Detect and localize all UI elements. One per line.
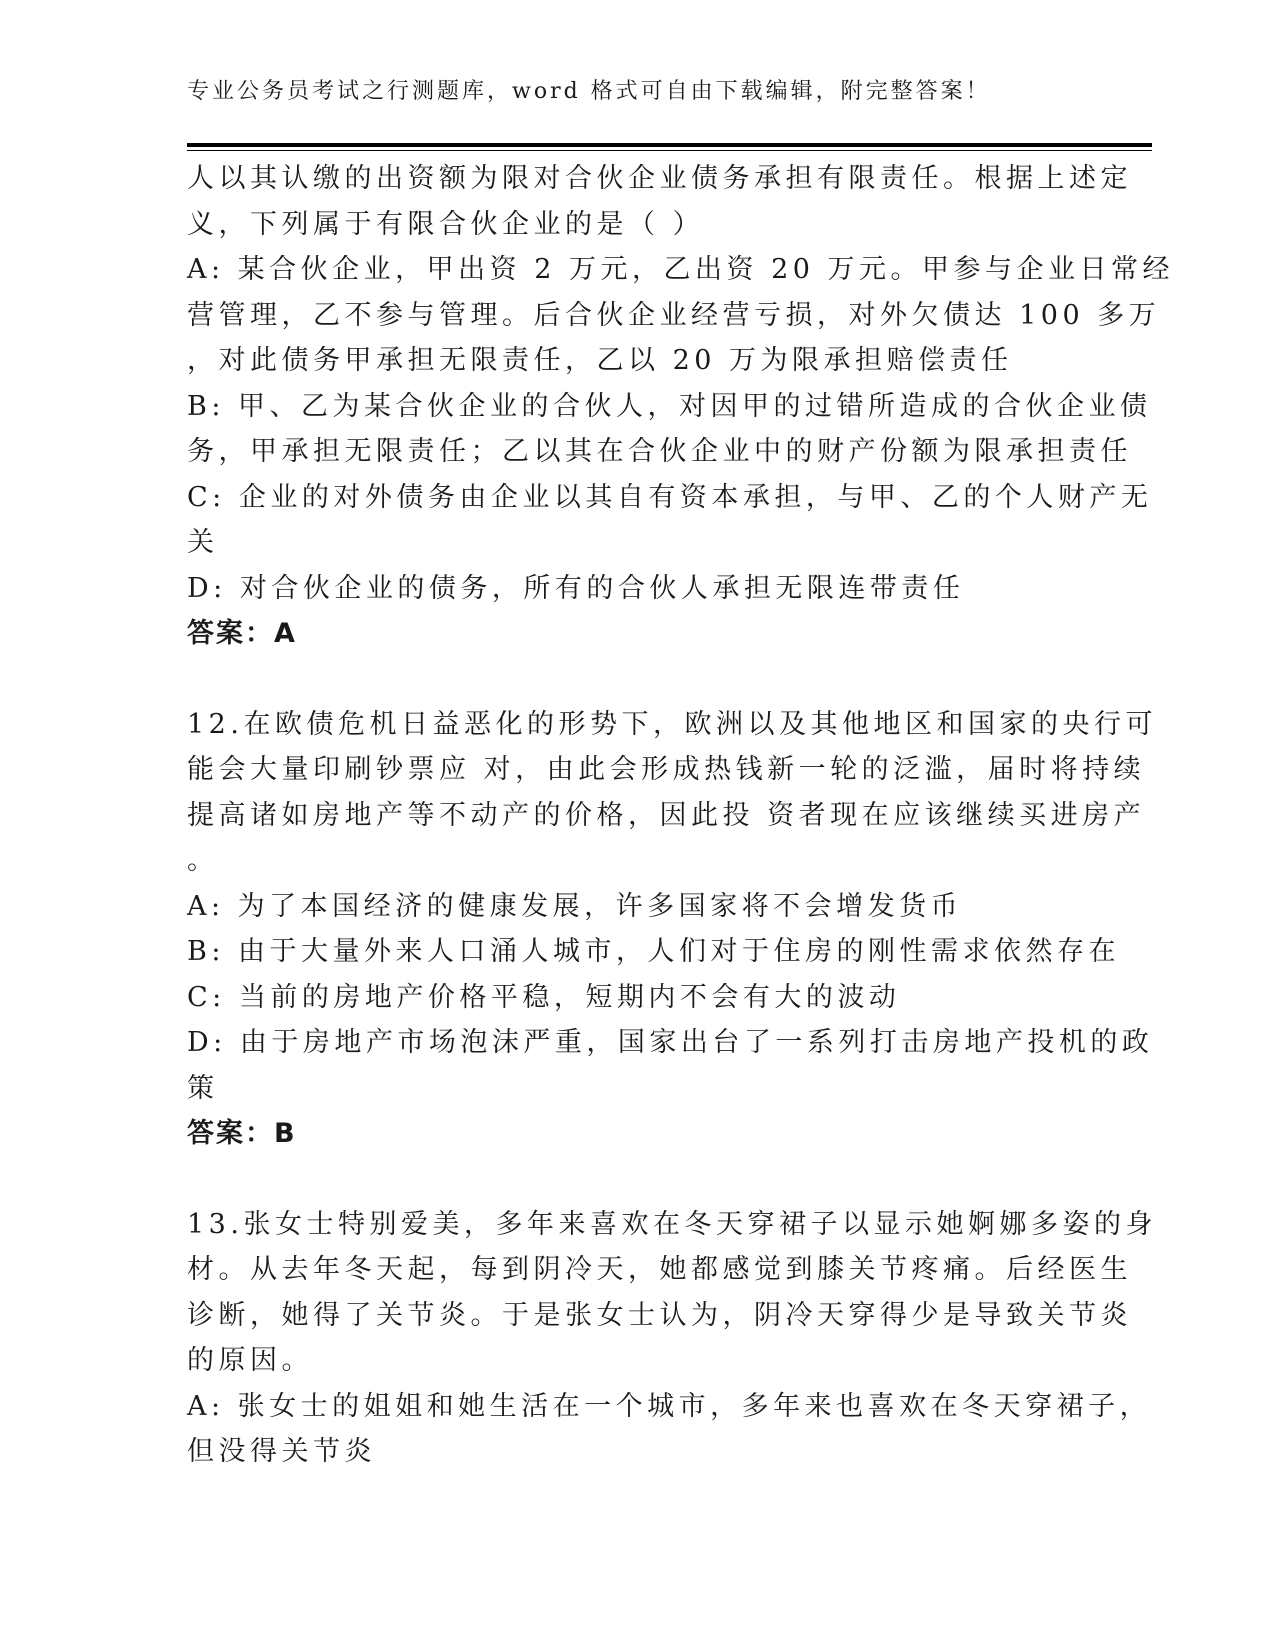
question-12 <box>187 702 1157 1157</box>
question-11-continued <box>187 156 1175 657</box>
question-spacer <box>187 657 1067 702</box>
option-d: D: 由于房地产市场泡沫严重，国家出台了一系列打击房地产投机的政 <box>187 1027 1154 1058</box>
option-a-line: 营管理，乙不参与管理。后合伙企业经营亏损，对外欠债达 100 多万 <box>187 299 1161 331</box>
option-b: B: 甲、乙为某合伙企业的合伙人，对因甲的过错所造成的合伙企业债 <box>187 390 1152 422</box>
question-text-line: 人以其认缴的出资额为限对合伙企业债务承担有限责任。根据上述定 <box>187 163 1132 194</box>
option-c-line: 关 <box>187 527 219 558</box>
question-text-line: 13.张女士特别爱美，多年来喜欢在冬天穿裙子以显示她婀娜多姿的身 <box>187 1208 1157 1240</box>
option-a-line: 但没得关节炎 <box>187 1436 376 1467</box>
question-text-line: 提高诸如房地产等不动产的价格，因此投 资者现在应该继续买进房产 <box>187 799 1146 831</box>
question-text-line: 诊断，她得了关节炎。于是张女士认为，阴冷天穿得少是导致关节炎 <box>187 1299 1132 1331</box>
option-d-line: 策 <box>187 1072 219 1104</box>
option-a: A: 为了本国经济的健康发展，许多国家将不会增发货币 <box>187 890 963 922</box>
page-header: 专业公务员考试之行测题库，word 格式可自由下载编辑，附完整答案！ <box>187 79 991 104</box>
option-a: A: 张女士的姐姐和她生活在一个城市，多年来也喜欢在冬天穿裙子， <box>187 1390 1152 1422</box>
question-text-line: 义，下列属于有限合伙企业的是（ ） <box>187 208 705 240</box>
answer-label: 答案：B <box>187 1118 297 1149</box>
question-text-line: 12.在欧债危机日益恶化的形势下，欧洲以及其他地区和国家的央行可 <box>187 708 1157 740</box>
option-a-line: ，对此债务甲承担无限责任，乙以 20 万为限承担赔偿责任 <box>187 345 1013 376</box>
option-b: B: 由于大量外来人口涌人城市，人们对于住房的刚性需求依然存在 <box>187 936 1121 967</box>
question-text-line: 能会大量印刷钞票应 对，由此会形成热钱新一轮的泛滥，届时将持续 <box>187 754 1146 785</box>
option-c: C: 企业的对外债务由企业以其自有资本承担，与甲、乙的个人财产无 <box>187 481 1153 513</box>
question-text-line: 的原因。 <box>187 1345 313 1376</box>
option-b-line: 务，甲承担无限责任；乙以其在合伙企业中的财产份额为限承担责任 <box>187 436 1132 467</box>
option-a: A: 某合伙企业，甲出资 2 万元，乙出资 20 万元。甲参与企业日常经 <box>187 254 1175 285</box>
option-c: C: 当前的房地产价格平稳，短期内不会有大的波动 <box>187 981 901 1013</box>
header-rule-thin <box>187 150 1152 151</box>
question-spacer <box>187 1157 1067 1202</box>
header-rule-thick <box>187 143 1152 147</box>
question-text-line: 。 <box>187 845 219 876</box>
question-13 <box>187 1202 1157 1475</box>
answer-label: 答案：A <box>187 618 297 649</box>
document-body <box>187 156 1175 1475</box>
option-d: D: 对合伙企业的债务，所有的合伙人承担无限连带责任 <box>187 572 965 604</box>
question-text-line: 材。从去年冬天起，每到阴冷天，她都感觉到膝关节疼痛。后经医生 <box>187 1254 1132 1285</box>
